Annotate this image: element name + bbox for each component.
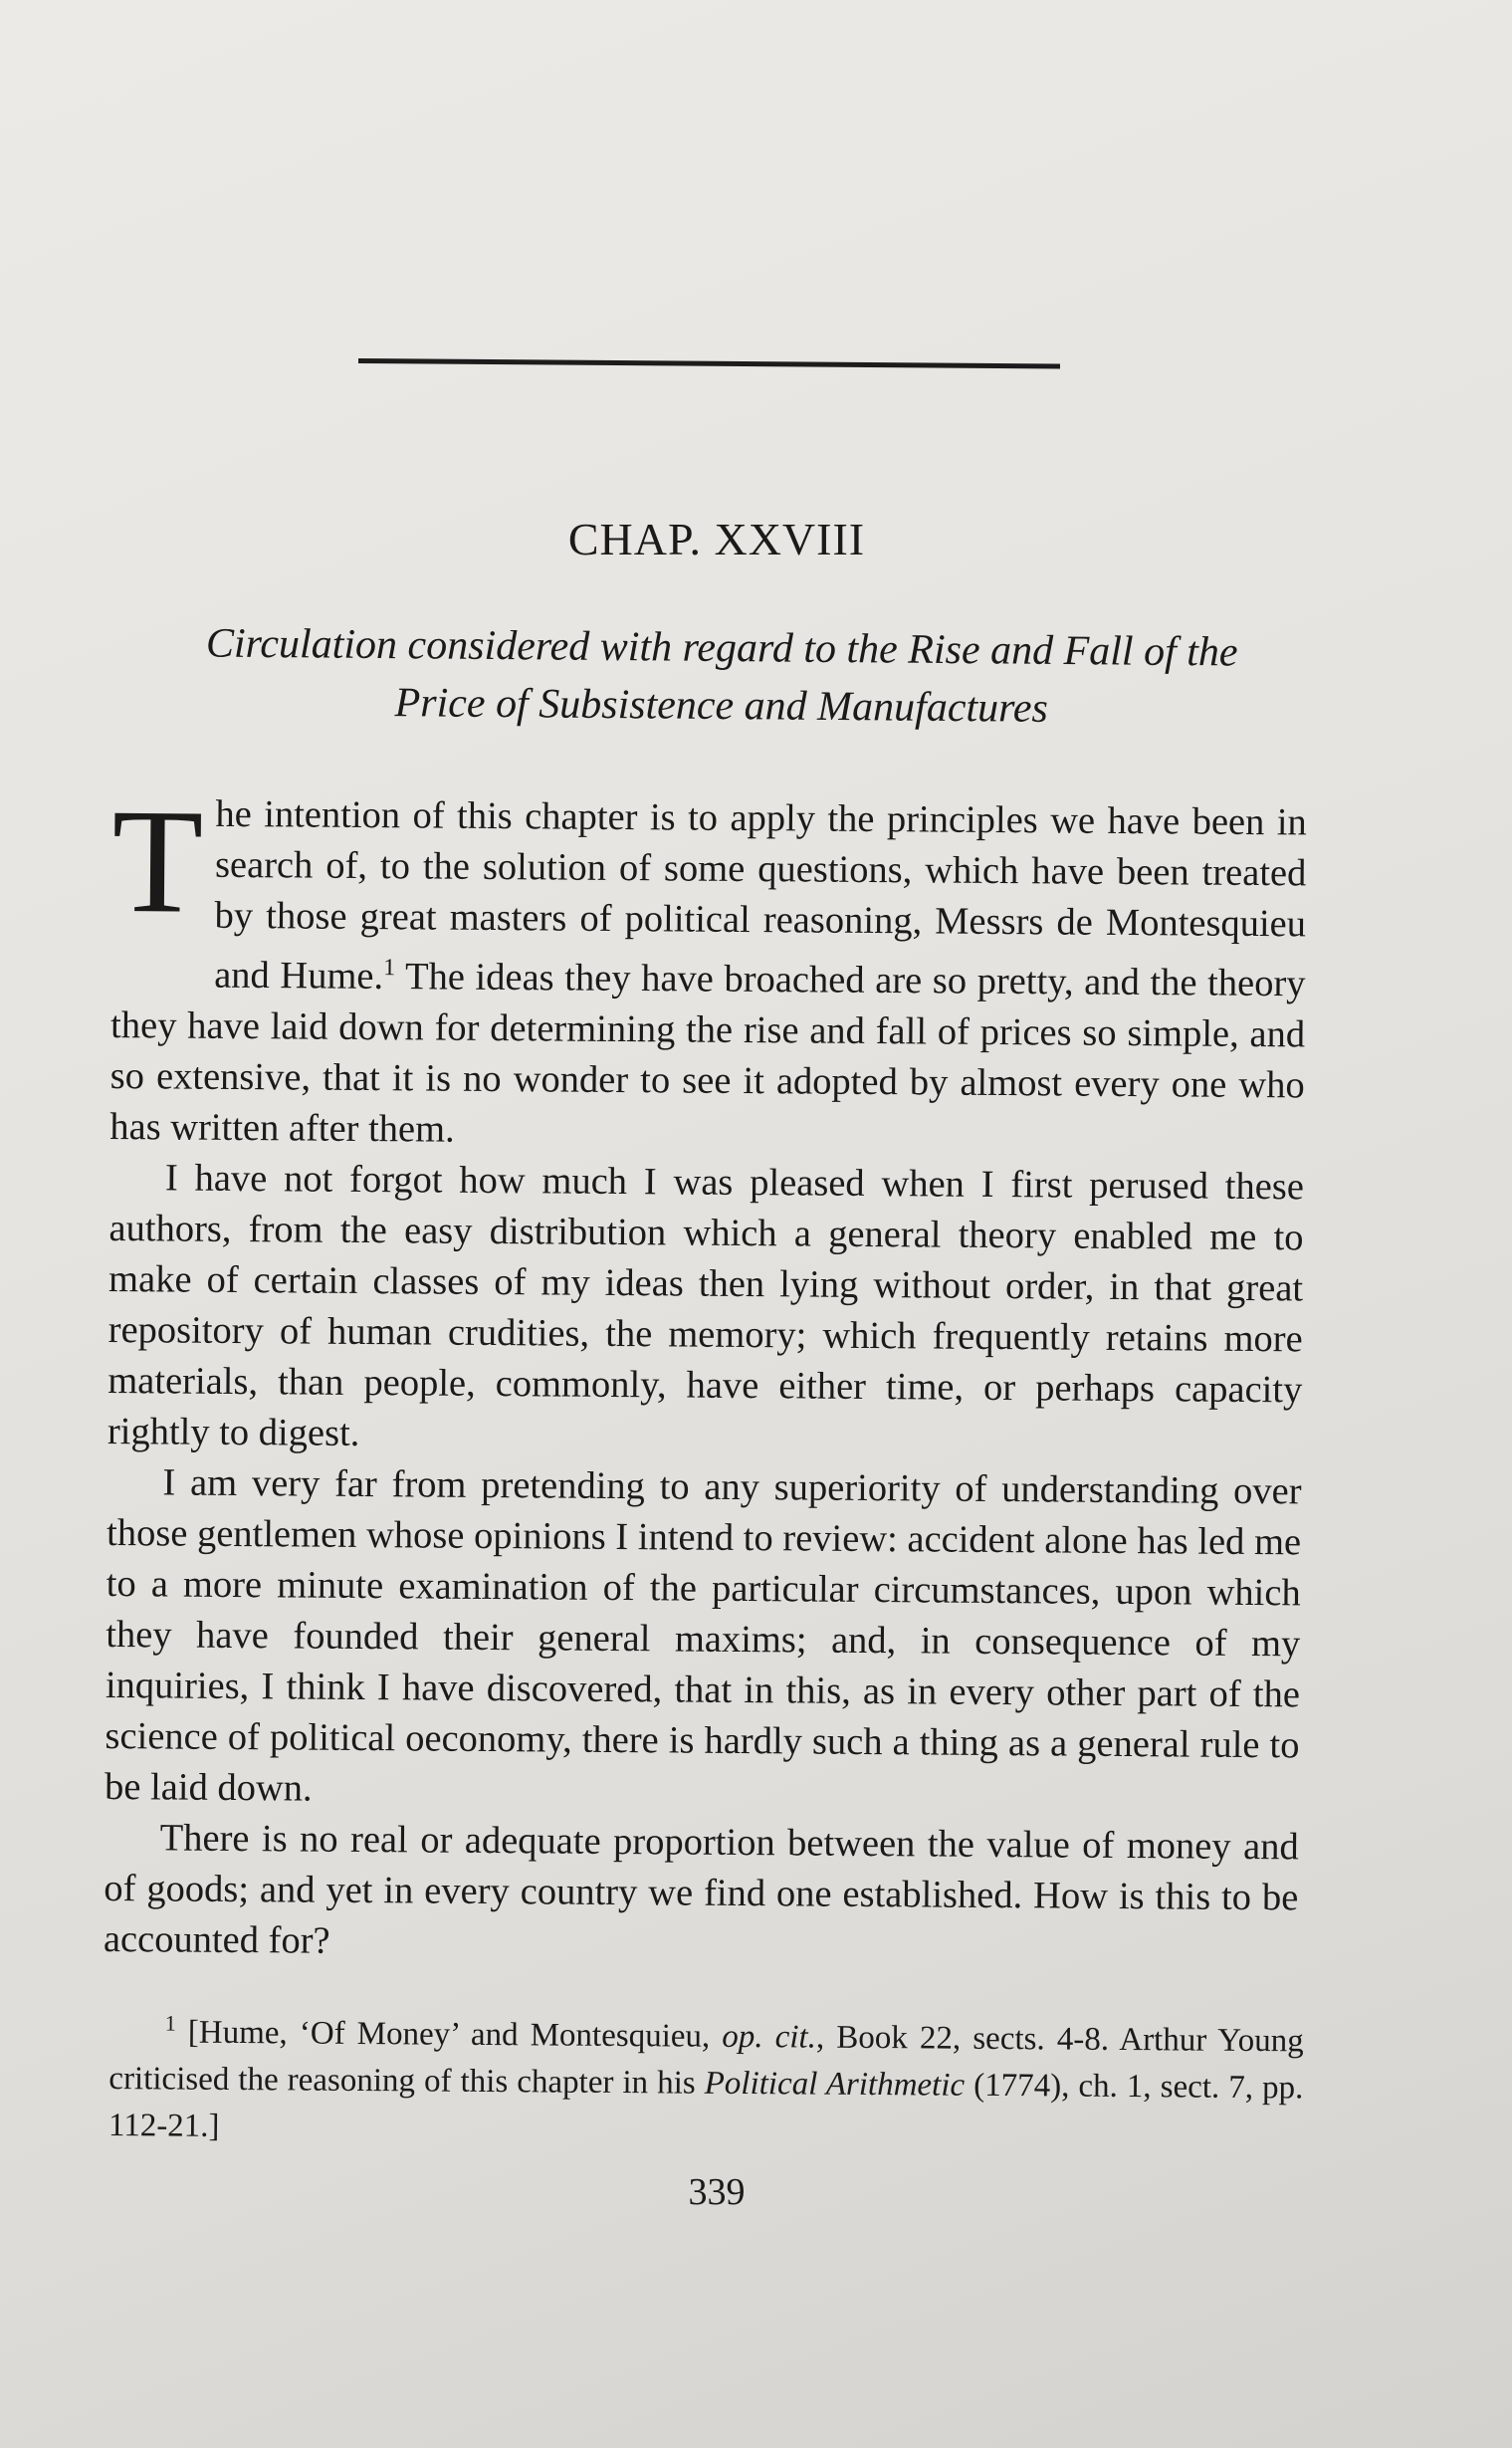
paragraph-1-continuation: The ideas they have broached are so pretty, and the theory they have laid down for determining the rise and fall of prices so simple, and so extensive, that it is no wonder to see it adopted by almost every one who has written after them. [109,956,1306,1151]
footnote-text-2: , Book 22, sects. 4-8. Arthur Young criticised the reasoning of this chapter in his [108,2019,1304,2102]
paragraph-1-text: he intention of this chapter is to apply the principles we have been in search of, to the solution of some questions, which have been treated by those great masters of political reasoning, Messrs de Montesquieu and Hume. [214,792,1307,998]
drop-cap: T [110,779,204,945]
footnote-marker: 1 [164,2010,176,2036]
footnote [108,1999,1304,2158]
paragraph-1 [109,779,1307,1162]
paragraph-2: I have not forgot how much I was pleased when I first perused these authors, from the easy distribution which a general theory enabled me to make of certain classes of my ideas then lying without order, in that great repository of human crudities, the memory; which frequently retains more materials, than people, commonly, have either time, or perhaps capacity rightly to digest. [107,1157,1305,1454]
footnote-italic-2: Political Arithmetic [704,2065,966,2104]
chapter-top-rule [358,358,1060,369]
chapter-subtitle: Circulation considered with regard to the Rise and Fall of the Price of Subsistence and Manufactures [205,620,1238,732]
footnote-reference: 1 [383,955,396,982]
footnote-text-1: [Hume, ‘Of Money’ and Montesquieu, [175,2014,723,2055]
chapter-body [103,779,1307,1974]
page-number: 339 [688,2171,746,2213]
paragraph-4: There is no real or adequate proportion between the value of money and of goods; and yet in every country we find one established. How is this to be accounted for? [103,1817,1299,1962]
chapter-heading: CHAP. XXVIII [567,514,866,564]
footnote-italic-1: op. cit. [722,2018,817,2056]
paragraph-3: I am very far from pretending to any superiority of understanding over those gentlemen whose opinions I intend to review: accident alone has led me to a more minute examination of the particular circumstances, upon which they have founded their general maxims; and, in consequence of my inquiries, I think I have discovered, that in this, as in every other part of the science of political oeconomy, there is hardly such a thing as a general rule to be laid down. [104,1461,1302,1810]
footnote-text-3: (1774), ch. 1, sect. 7, pp. 112-21.] [108,2067,1304,2144]
